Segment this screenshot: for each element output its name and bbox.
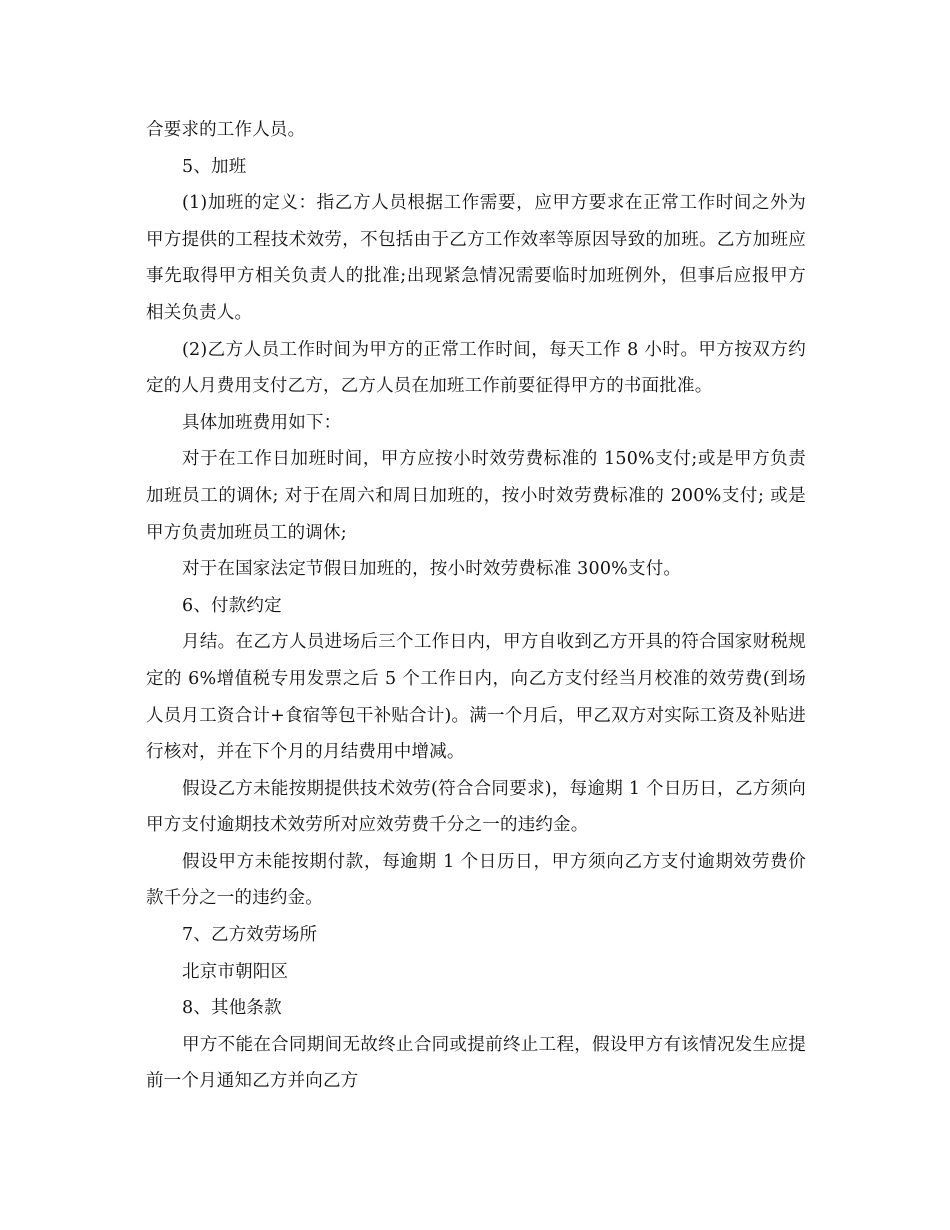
- section-heading-service-location: 7、乙方效劳场所: [182, 925, 318, 946]
- paragraph-termination-terms: 甲方不能在合同期间无故终止合同或提前终止工程，假设甲方有该情况发生应提前一个月通知乙方并向乙方: [146, 1034, 806, 1092]
- section-heading-overtime: 5、加班: [182, 156, 247, 177]
- paragraph-holiday-overtime: 对于在国家法定节假日加班的，按小时效劳费标准 300%支付。: [182, 559, 682, 580]
- section-heading-payment: 6、付款约定: [182, 595, 282, 616]
- paragraph-overtime-fees-intro: 具体加班费用如下：: [182, 412, 342, 433]
- paragraph-service-location: 北京市朝阳区: [182, 961, 289, 982]
- paragraph-monthly-settlement: 月结。在乙方人员进场后三个工作日内，甲方自收到乙方开具的符合国家财税规定的 6%增值税专用发票之后 5 个工作日内，向乙方支付经当月校准的效劳费(到场人员月工资合计+食宿等包干补贴合计)。满一个月后，甲乙双方对实际工资及补贴进行核对，并在下个月的月结费用中增减。: [146, 632, 806, 763]
- paragraph-working-hours: (2)乙方人员工作时间为甲方的正常工作时间，每天工作 8 小时。甲方按双方约定的人月费用支付乙方，乙方人员在加班工作前要征得甲方的书面批准。: [146, 339, 806, 397]
- section-heading-other-terms: 8、其他条款: [182, 998, 282, 1019]
- paragraph-overtime-definition: (1)加班的定义：指乙方人员根据工作需要，应甲方要求在正常工作时间之外为甲方提供的工程技术效劳，不包括由于乙方工作效率等原因导致的加班。乙方加班应事先取得甲方相关负责人的批准;出现紧急情况需要临时加班例外，但事后应报甲方相关负责人。: [146, 193, 806, 323]
- paragraph-continuation: 合要求的工作人员。: [146, 120, 306, 140]
- paragraph-party-a-penalty: 假设甲方未能按期付款，每逾期 1 个日历日，甲方须向乙方支付逾期效劳费价款千分之一的违约金。: [146, 851, 806, 909]
- paragraph-party-b-penalty: 假设乙方未能按期提供技术效劳(符合合同要求)，每逾期 1 个日历日，乙方须向甲方支付逾期技术效劳所对应效劳费千分之一的违约金。: [146, 778, 806, 836]
- paragraph-workday-weekend-overtime: 对于在工作日加班时间，甲方应按小时效劳费标准的 150%支付;或是甲方负责加班员工的调休; 对于在周六和周日加班的，按小时效劳费标准的 200%支付; 或是甲方负责加班员工的调休;: [146, 449, 806, 543]
- document-page: [146, 112, 806, 1100]
